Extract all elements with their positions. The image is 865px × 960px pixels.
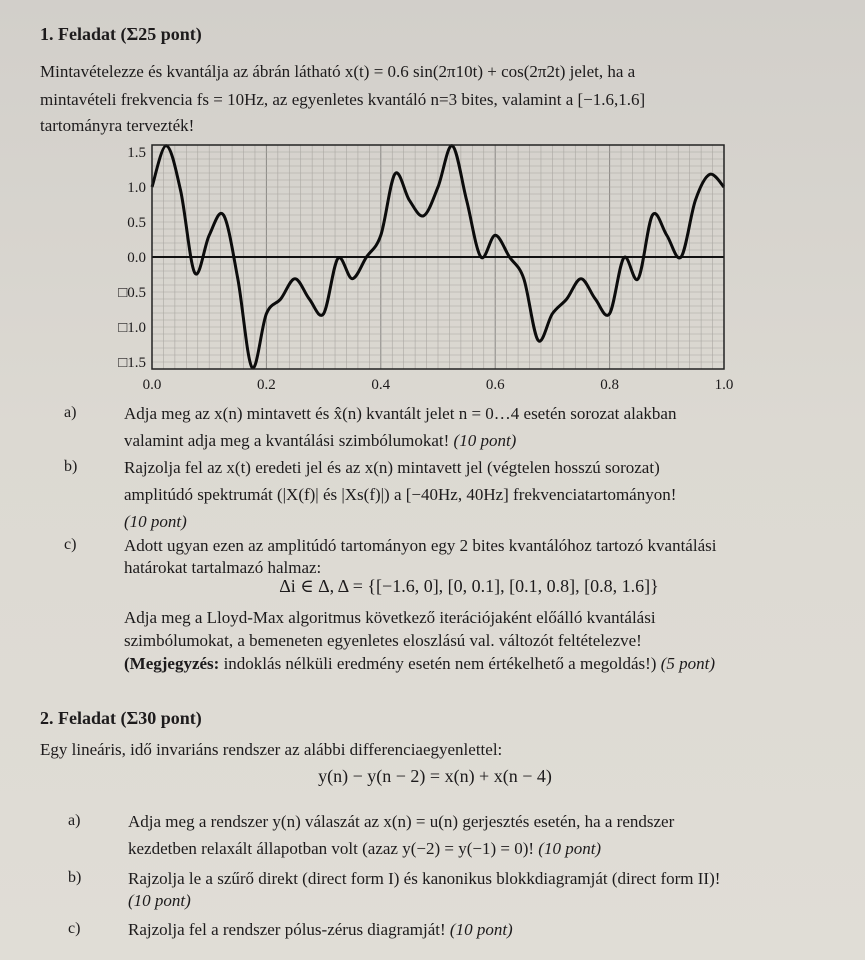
task1-a-line1: Adja meg az x(n) mintavett és x̂(n) kvantált jelet n = 0…4 esetén sorozat alakban (124, 404, 677, 423)
task1-a-line2: valamint adja meg a kvantálási szimbólumokat! (10 pont) (124, 431, 517, 450)
y-tick-label: 0.0 (127, 250, 146, 266)
task1-intro-line3: tartományra tervezték! (40, 116, 195, 135)
signal-chart (100, 135, 740, 397)
y-tick-label: □0.5 (118, 285, 146, 301)
task1-b-points: (10 pont) (124, 512, 187, 531)
task1-c-line1: Adott ugyan ezen az amplitúdó tartományon egy 2 bites kvantálóhoz tartozó kvantálási (124, 536, 717, 555)
task2-b-label: b) (68, 869, 82, 886)
x-tick-label: 0.0 (142, 377, 162, 393)
task2-a-label: a) (68, 812, 81, 829)
x-tick-label: 0.4 (371, 377, 391, 393)
x-tick-label: 0.6 (485, 377, 505, 393)
y-tick-label: □1.0 (118, 320, 146, 336)
task2-b-points: (10 pont) (128, 891, 191, 910)
task1-c-line3: Adja meg a Lloyd-Max algoritmus következő iterációjaként előálló kvantálási (124, 608, 656, 627)
task2-a-line1: Adja meg a rendszer y(n) válaszát az x(n) = u(n) gerjesztés esetén, ha a rendszer (128, 812, 675, 831)
task1-b-line2: amplitúdó spektrumát (|X(f)| és |Xs(f)|) a [−40Hz, 40Hz] frekvenciatartományon! (124, 485, 677, 504)
task1-intro-line1: Mintavételezze és kvantálja az ábrán látható x(t) = 0.6 sin(2π10t) + cos(2π2t) jelet, ha a (40, 62, 636, 81)
task1-b-label: b) (64, 458, 78, 475)
task2-a-line2: kezdetben relaxált állapotban volt (azaz y(−2) = y(−1) = 0)! (10 pont) (128, 839, 602, 858)
task2-equation: y(n) − y(n − 2) = x(n) + x(n − 4) (318, 766, 552, 786)
task1-c-label: c) (64, 536, 77, 553)
y-tick-label: 1.5 (127, 145, 146, 161)
y-tick-label: 1.0 (127, 180, 146, 196)
task1-intro-line2: mintavételi frekvencia fs = 10Hz, az egyenletes kvantáló n=3 bites, valamint a [−1.6,1.6] (40, 90, 646, 109)
task1-c-line4: szimbólumokat, a bemeneten egyenletes eloszlású val. változót feltételezve! (124, 631, 642, 650)
x-tick-label: 1.0 (714, 377, 734, 393)
task1-b-line1: Rajzolja fel az x(t) eredeti jel és az x(n) mintavett jel (végtelen hosszú sorozat) (124, 458, 660, 477)
task1-c-line2: határokat tartalmazó halmaz: (124, 558, 322, 577)
x-tick-labels (143, 377, 734, 393)
task1-c-note: (Megjegyzés: indoklás nélküli eredmény esetén nem értékelhető a megoldás!) (5 pont) (124, 654, 715, 673)
task2-intro: Egy lineáris, idő invariáns rendszer az alábbi differenciaegyenlettel: (40, 740, 503, 759)
task1-title: 1. Feladat (Σ25 pont) (40, 24, 202, 44)
y-tick-label: 0.5 (127, 215, 146, 231)
task1-c-equation: Δi ∈ Δ, Δ = {[−1.6, 0], [0, 0.1], [0.1, 0.8], [0.8, 1.6]} (279, 576, 659, 596)
task1-a-label: a) (64, 404, 77, 421)
task2-b-line1: Rajzolja le a szűrő direkt (direct form I) és kanonikus blokkdiagramját (direct form II)! (128, 869, 721, 888)
task2-c-line1: Rajzolja fel a rendszer pólus-zérus diagramját! (10 pont) (128, 920, 513, 939)
task2-c-label: c) (68, 920, 81, 937)
x-tick-label: 0.8 (600, 377, 619, 393)
y-tick-labels (118, 145, 146, 371)
task2-title: 2. Feladat (Σ30 pont) (40, 708, 202, 728)
x-tick-label: 0.2 (257, 377, 276, 393)
y-tick-label: □1.5 (118, 355, 146, 371)
